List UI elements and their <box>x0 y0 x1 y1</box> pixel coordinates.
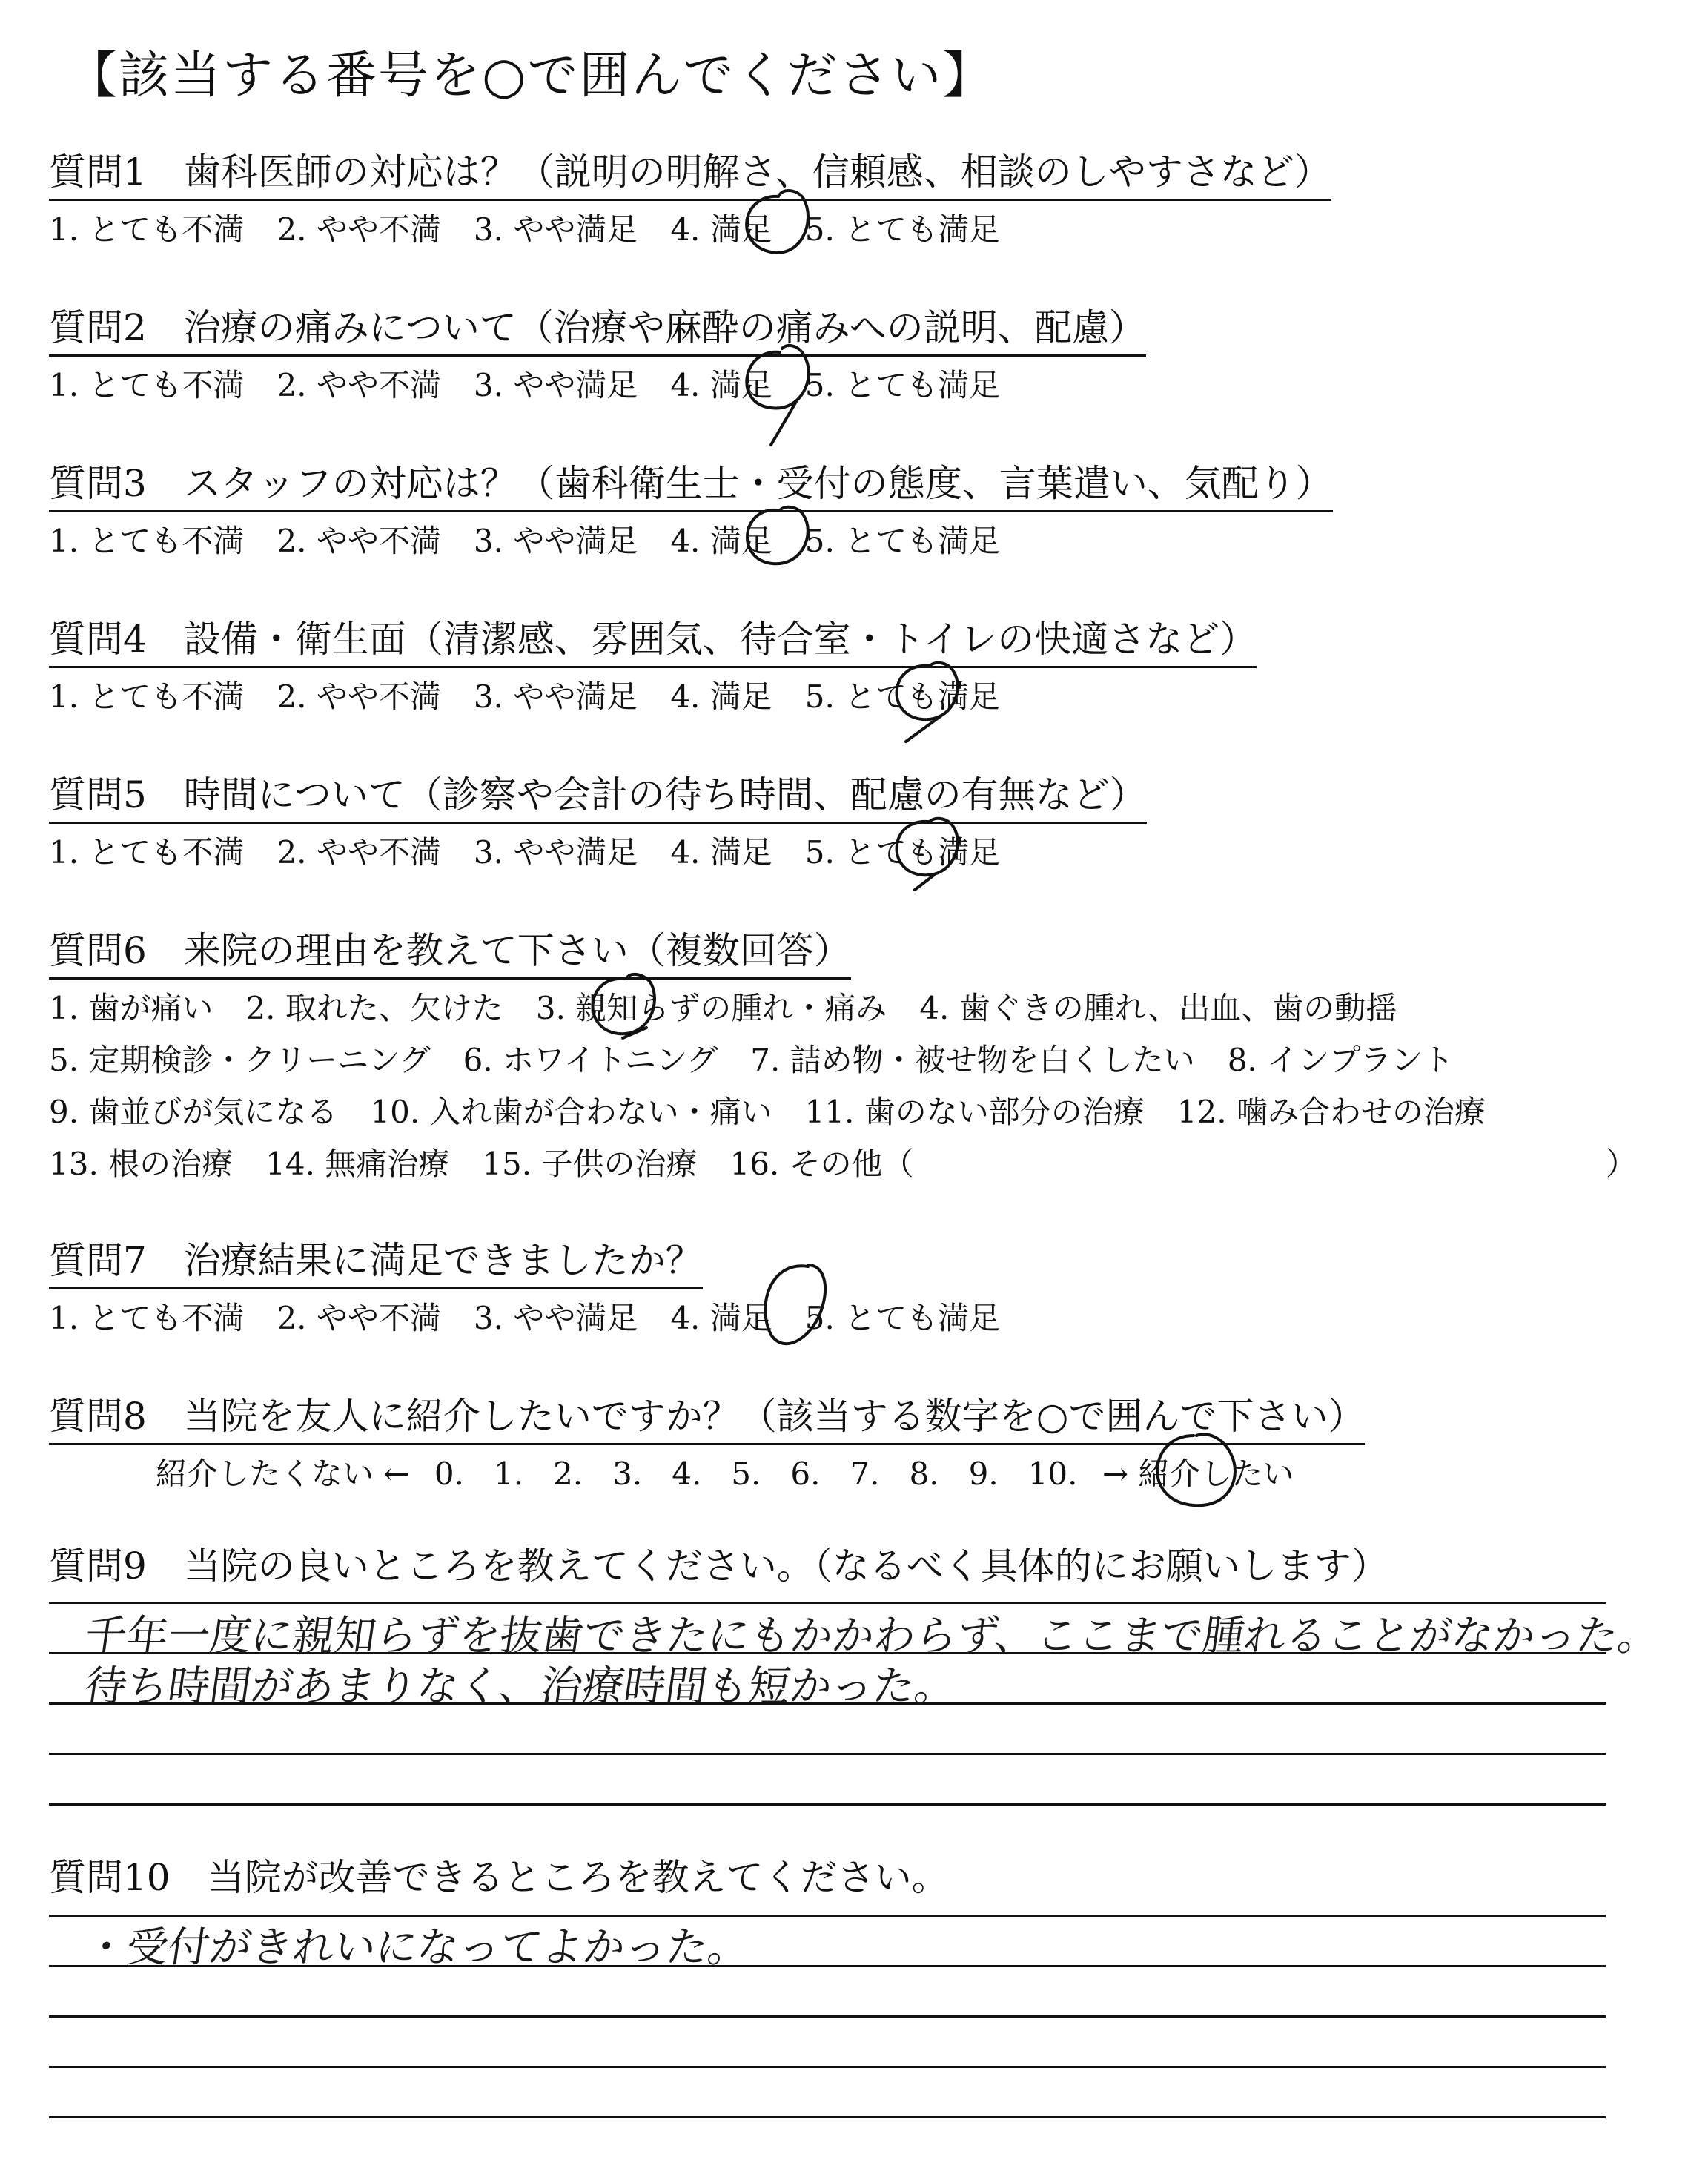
q6-circle-mark <box>593 974 655 1038</box>
option[interactable]: 4. 満足 <box>670 367 772 403</box>
option[interactable]: 5. とても満足 <box>804 1300 1001 1336</box>
question-6-label: 質問6 来院の理由を教えて下さい（複数回答） <box>49 927 851 980</box>
scale-number[interactable]: 1. <box>493 1456 524 1492</box>
option[interactable]: 5. とても満足 <box>804 678 1001 715</box>
q10-answer-line-1: ・受付がきれいになってよかった。 <box>82 1923 753 1972</box>
option[interactable]: 11. 歯のない部分の治療 <box>804 1094 1145 1130</box>
option[interactable]: 4. 満足 <box>670 523 772 559</box>
page-title: 【該当する番号を○で囲んでください】 <box>67 47 995 105</box>
option[interactable]: 13. 根の治療 <box>49 1146 234 1182</box>
question-9-label: 質問9 当院の良いところを教えてください。（なるべく具体的にお願いします） <box>49 1545 1388 1588</box>
option[interactable]: 4. 満足 <box>670 211 772 248</box>
option[interactable]: 1. 歯が痛い <box>49 990 214 1026</box>
option[interactable]: 2. やや不満 <box>277 367 441 403</box>
option[interactable]: 3. やや満足 <box>473 211 638 248</box>
option[interactable]: 1. とても不満 <box>49 678 245 715</box>
option[interactable]: 1. とても不満 <box>49 367 245 403</box>
question-10-label: 質問10 当院が改善できるところを教えてください。 <box>49 1856 949 1899</box>
option[interactable]: 1. とても不満 <box>49 211 245 248</box>
option[interactable]: 3. やや満足 <box>473 678 638 715</box>
scale-number[interactable]: 10. <box>1027 1456 1078 1492</box>
option[interactable]: 3. やや満足 <box>473 834 638 871</box>
option[interactable]: 5. とても満足 <box>804 523 1001 559</box>
option[interactable]: 10. 入れ歯が合わない・痛い <box>370 1094 772 1130</box>
option[interactable]: 7. 詰め物・被せ物を白くしたい <box>750 1042 1195 1078</box>
option[interactable]: 1. とても不満 <box>49 834 245 871</box>
option[interactable]: 5. 定期検診・クリーニング <box>49 1042 431 1078</box>
q7-circle-mark <box>765 1265 825 1344</box>
option[interactable]: 14. 無痛治療 <box>265 1146 450 1182</box>
scale-number[interactable]: 4. <box>672 1456 702 1492</box>
question-2-label: 質問2 治療の痛みについて（治療や麻酔の痛みへの説明、配慮） <box>49 304 1146 357</box>
question-5-label: 質問5 時間について（診察や会計の待ち時間、配慮の有無など） <box>49 771 1147 824</box>
option[interactable]: 4. 満足 <box>670 678 772 715</box>
scale-number[interactable]: 3. <box>612 1456 643 1492</box>
q9-answer-line-1: 千年一度に親知らずを抜歯できたにもかかわらず、ここまで腫れることがなかった。 <box>82 1612 1664 1660</box>
scale-number[interactable]: 5. <box>731 1456 761 1492</box>
option[interactable]: 6. ホワイトニング <box>463 1042 718 1078</box>
option[interactable]: 3. やや満足 <box>473 1300 638 1336</box>
option[interactable]: 8. インプラント <box>1227 1042 1454 1078</box>
option[interactable]: 2. やや不満 <box>277 1300 441 1336</box>
option[interactable]: 2. やや不満 <box>277 834 441 871</box>
option[interactable]: 3. やや満足 <box>473 523 638 559</box>
q9-answer-line-2: 待ち時間があまりなく、治療時間も短かった。 <box>82 1662 960 1711</box>
question-7-label: 質問7 治療結果に満足できましたか？ <box>49 1237 703 1289</box>
scale-number[interactable]: 8. <box>909 1456 939 1492</box>
question-4-label: 質問4 設備・衛生面（清潔感、雰囲気、待合室・トイレの快適さなど） <box>49 615 1257 668</box>
scale-right-label: → 紹介したい <box>1102 1456 1294 1492</box>
scale-number[interactable]: 0. <box>434 1456 464 1492</box>
option[interactable]: 5. とても満足 <box>804 834 1001 871</box>
scale-left-label: 紹介したくない ← <box>156 1456 410 1492</box>
other-close-paren: ） <box>1606 1146 1638 1182</box>
option-other[interactable]: 16. その他（ <box>729 1146 914 1182</box>
option[interactable]: 9. 歯並びが気になる <box>49 1094 338 1130</box>
scale-number[interactable]: 7. <box>850 1456 880 1492</box>
q3-circle-mark <box>747 507 808 564</box>
q2-circle-mark <box>747 346 808 445</box>
option[interactable]: 2. やや不満 <box>277 523 441 559</box>
q5-circle-mark <box>897 819 958 890</box>
option[interactable]: 12. 噛み合わせの治療 <box>1176 1094 1486 1130</box>
option[interactable]: 3. 親知らずの腫れ・痛み <box>535 990 887 1026</box>
option[interactable]: 2. 取れた、欠けた <box>245 990 503 1026</box>
scale-number[interactable]: 2. <box>553 1456 583 1492</box>
q1-circle-mark <box>747 191 808 253</box>
option[interactable]: 3. やや満足 <box>473 367 638 403</box>
q4-circle-mark <box>897 663 958 742</box>
option[interactable]: 15. 子供の治療 <box>482 1146 698 1182</box>
option[interactable]: 5. とても満足 <box>804 367 1001 403</box>
option[interactable]: 1. とても不満 <box>49 523 245 559</box>
option[interactable]: 4. 満足 <box>670 834 772 871</box>
option[interactable]: 2. やや不満 <box>277 211 441 248</box>
option[interactable]: 4. 満足 <box>670 1300 772 1336</box>
question-1-label: 質問1 歯科医師の対応は？（説明の明解さ、信頼感、相談のしやすさなど） <box>49 148 1331 201</box>
q8-circle-mark <box>1157 1434 1235 1505</box>
option[interactable]: 2. やや不満 <box>277 678 441 715</box>
scale-number[interactable]: 6. <box>790 1456 821 1492</box>
option[interactable]: 4. 歯ぐきの腫れ、出血、歯の動揺 <box>919 990 1397 1026</box>
option[interactable]: 1. とても不満 <box>49 1300 245 1336</box>
option[interactable]: 5. とても満足 <box>804 211 1001 248</box>
question-8-label: 質問8 当院を友人に紹介したいですか？（該当する数字を○で囲んで下さい） <box>49 1393 1365 1445</box>
scale-number[interactable]: 9. <box>968 1456 999 1492</box>
question-3-label: 質問3 スタッフの対応は？（歯科衛生士・受付の態度、言葉遣い、気配り） <box>49 460 1333 512</box>
